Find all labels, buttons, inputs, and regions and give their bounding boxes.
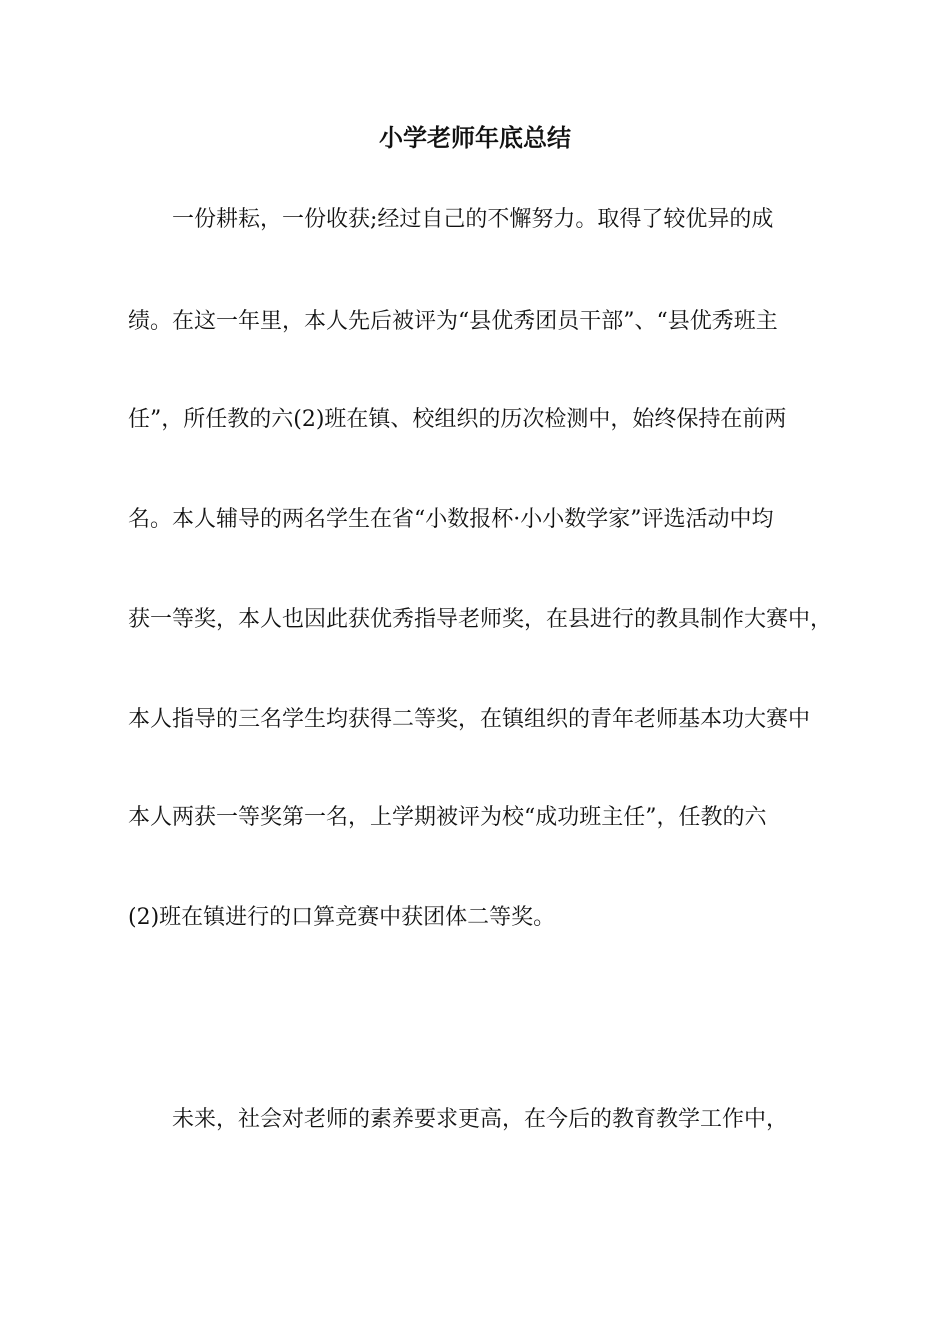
paragraph-line: (2)班在镇进行的口算竞赛中获团体二等奖。 bbox=[128, 905, 556, 930]
document-title: 小学老师年底总结 bbox=[379, 124, 571, 152]
paragraph-line: 名。本人辅导的两名学生在省“小数报杯·小小数学家”评选活动中均 bbox=[128, 507, 774, 532]
paragraph-line: 本人两获一等奖第一名，上学期被评为校“成功班主任”，任教的六 bbox=[128, 805, 767, 830]
paragraph-line: 一份耕耘，一份收获;经过自己的不懈努力。取得了较优异的成 bbox=[128, 207, 774, 232]
paragraph-line: 绩。在这一年里，本人先后被评为“县优秀团员干部”、“县优秀班主 bbox=[128, 309, 778, 334]
paragraph-line: 获一等奖，本人也因此获优秀指导老师奖，在县进行的教具制作大赛中， bbox=[128, 607, 833, 632]
paragraph-line: 任”，所任教的六(2)班在镇、校组织的历次检测中，始终保持在前两 bbox=[128, 407, 787, 432]
paragraph-line: 未来，社会对老师的素养要求更高，在今后的教育教学工作中， bbox=[128, 1107, 789, 1132]
paragraph-line: 本人指导的三名学生均获得二等奖，在镇组织的青年老师基本功大赛中 bbox=[128, 707, 811, 732]
